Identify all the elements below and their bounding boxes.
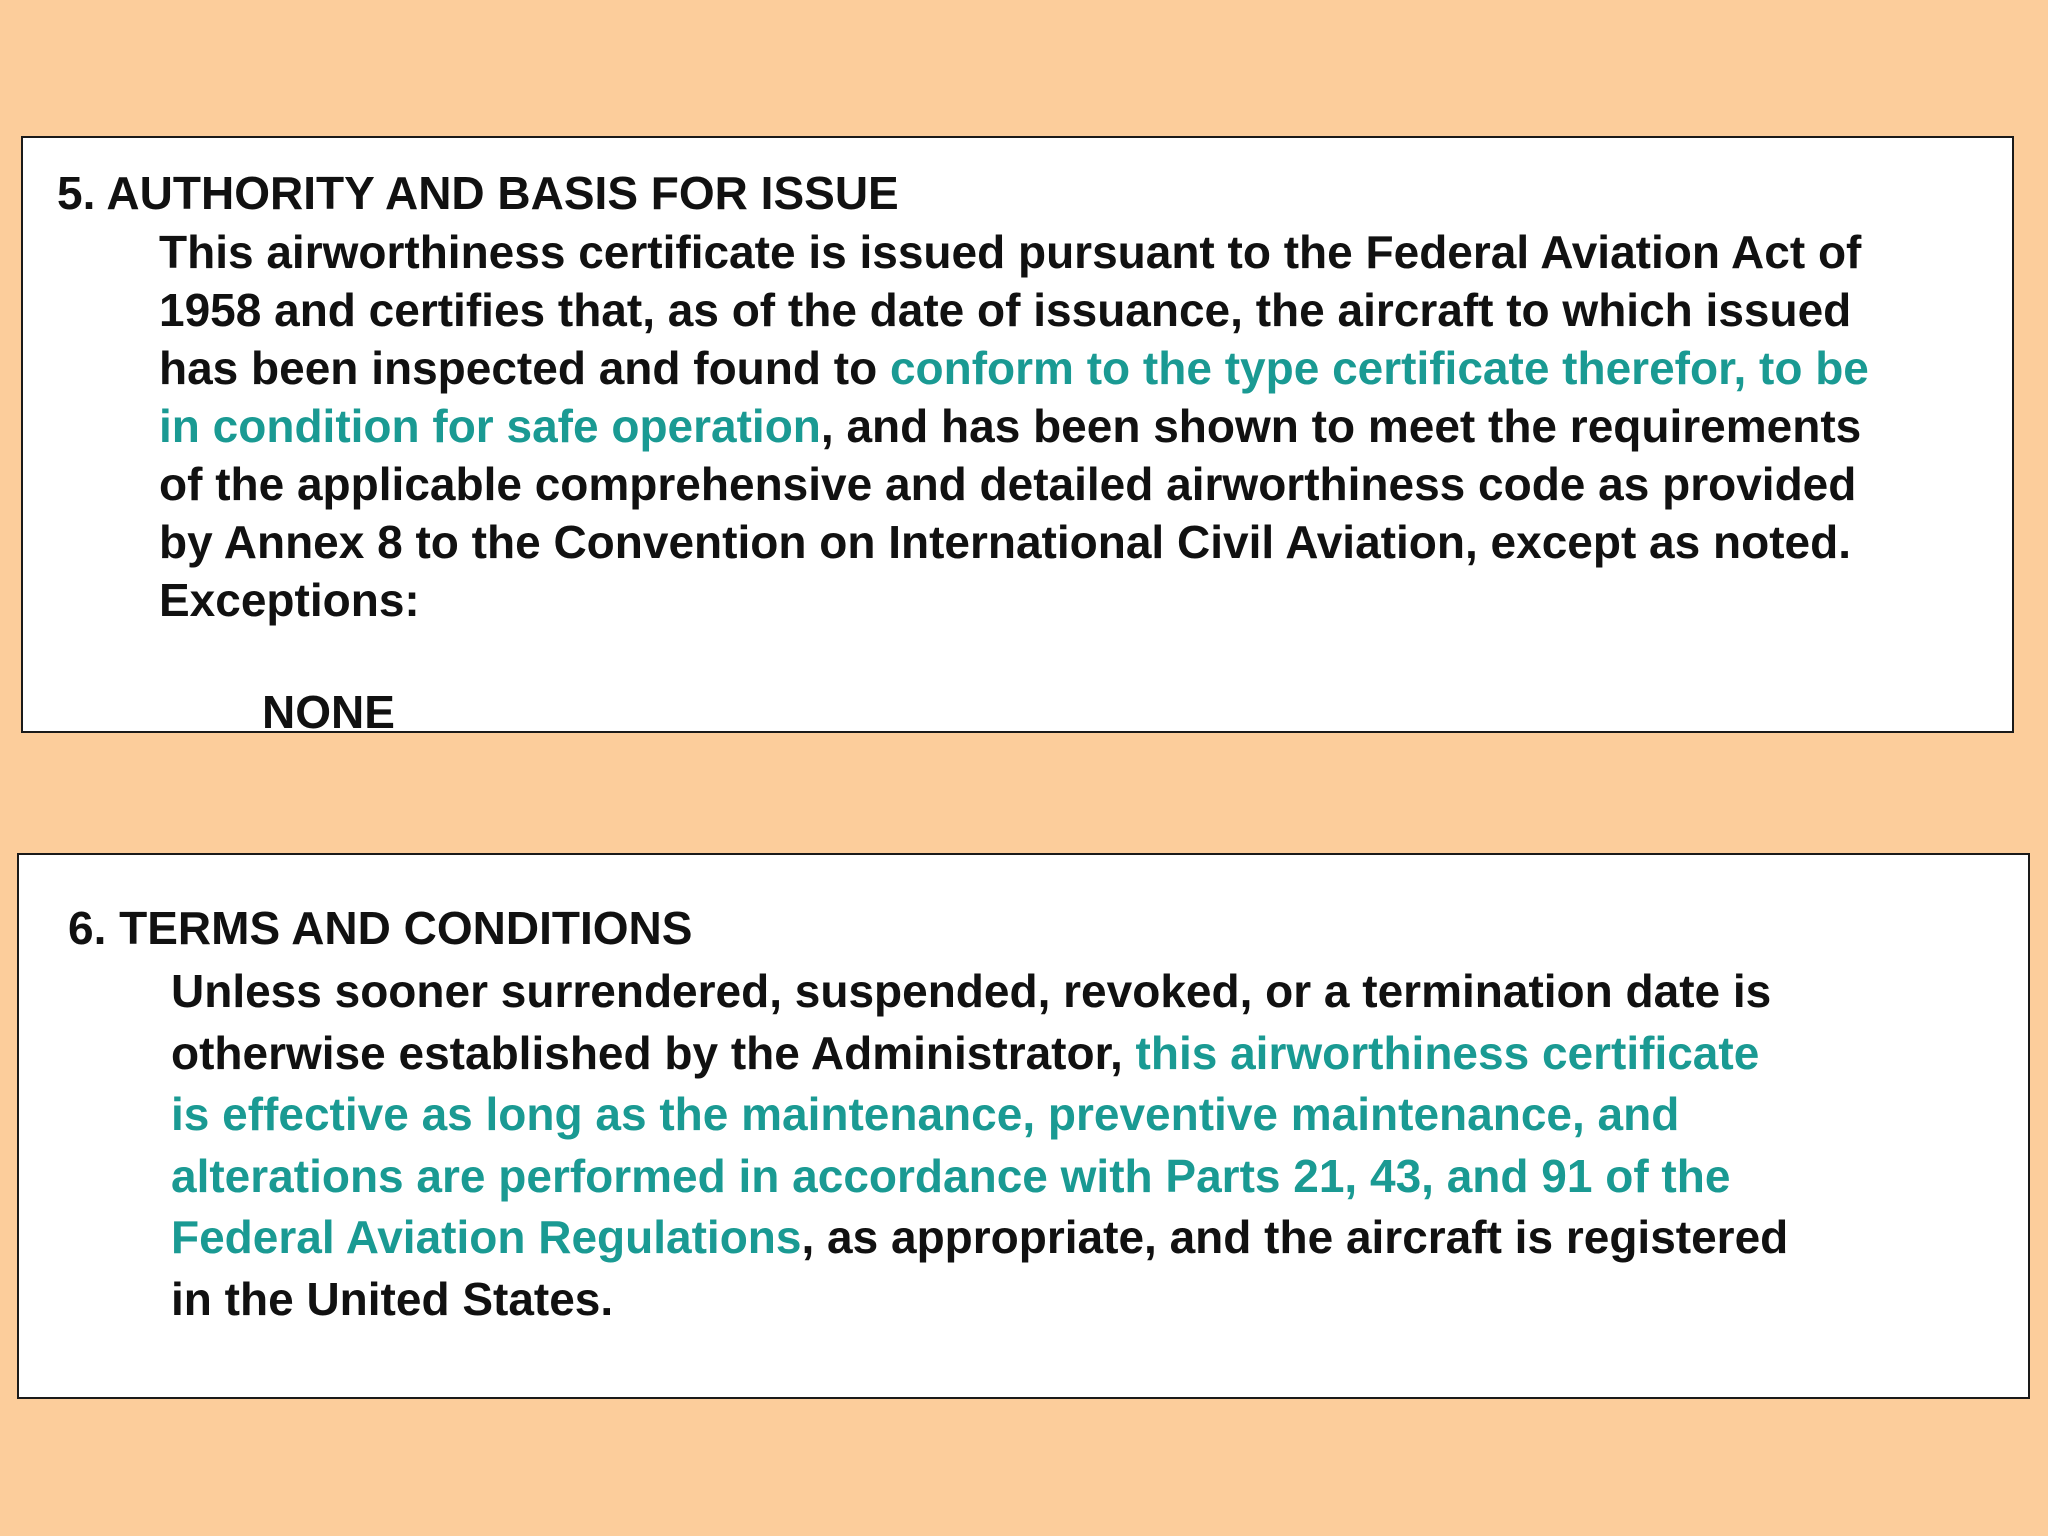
exceptions-value: NONE [262, 686, 395, 733]
section-6-paragraph [171, 961, 1788, 1330]
paragraph-line [159, 397, 1869, 455]
body-text: Exceptions: [159, 574, 420, 626]
terms-conditions-box [17, 853, 2030, 1399]
paragraph-line [171, 1023, 1788, 1085]
body-text: in the United States. [171, 1272, 614, 1325]
highlighted-text: in condition for safe operation [159, 400, 821, 452]
paragraph-line [159, 223, 1869, 281]
highlighted-text: this airworthiness certificate [1135, 1026, 1760, 1079]
section-5-paragraph [159, 223, 1869, 629]
highlighted-text: alterations are performed in accordance with Parts 21, 43, and 91 of the [171, 1149, 1731, 1202]
body-text: 1958 and certifies that, as of the date of issuance, the aircraft to which issued [159, 284, 1852, 336]
body-text: has been inspected and found to [159, 342, 890, 394]
paragraph-line [159, 571, 1869, 629]
paragraph-line [159, 339, 1869, 397]
paragraph-line [159, 513, 1869, 571]
paragraph-line [159, 455, 1869, 513]
body-text: This airworthiness certificate is issued pursuant to the Federal Aviation Act of [159, 226, 1862, 278]
body-text: by Annex 8 to the Convention on International Civil Aviation, except as noted. [159, 516, 1851, 568]
paragraph-line [171, 1146, 1788, 1208]
section-6-heading: 6. TERMS AND CONDITIONS [68, 902, 693, 954]
paragraph-line [171, 961, 1788, 1023]
body-text: of the applicable comprehensive and detailed airworthiness code as provided [159, 458, 1857, 510]
paragraph-line [171, 1207, 1788, 1269]
highlighted-text: Federal Aviation Regulations [171, 1211, 802, 1263]
highlighted-text: is effective as long as the maintenance, preventive maintenance, and [171, 1088, 1680, 1140]
authority-basis-box [21, 136, 2014, 733]
body-text: , and has been shown to meet the requirements [820, 400, 1862, 452]
body-text: Unless sooner surrendered, suspended, revoked, or a termination date is [171, 965, 1772, 1017]
paragraph-line [171, 1084, 1788, 1146]
body-text: otherwise established by the Administrator, [171, 1026, 1136, 1079]
body-text: , as appropriate, and the aircraft is registered [801, 1211, 1789, 1263]
paragraph-line [171, 1269, 1788, 1331]
paragraph-line [159, 281, 1869, 339]
section-5-heading: 5. AUTHORITY AND BASIS FOR ISSUE [57, 167, 899, 219]
highlighted-text: conform to the type certificate therefor, to be [889, 342, 1869, 394]
